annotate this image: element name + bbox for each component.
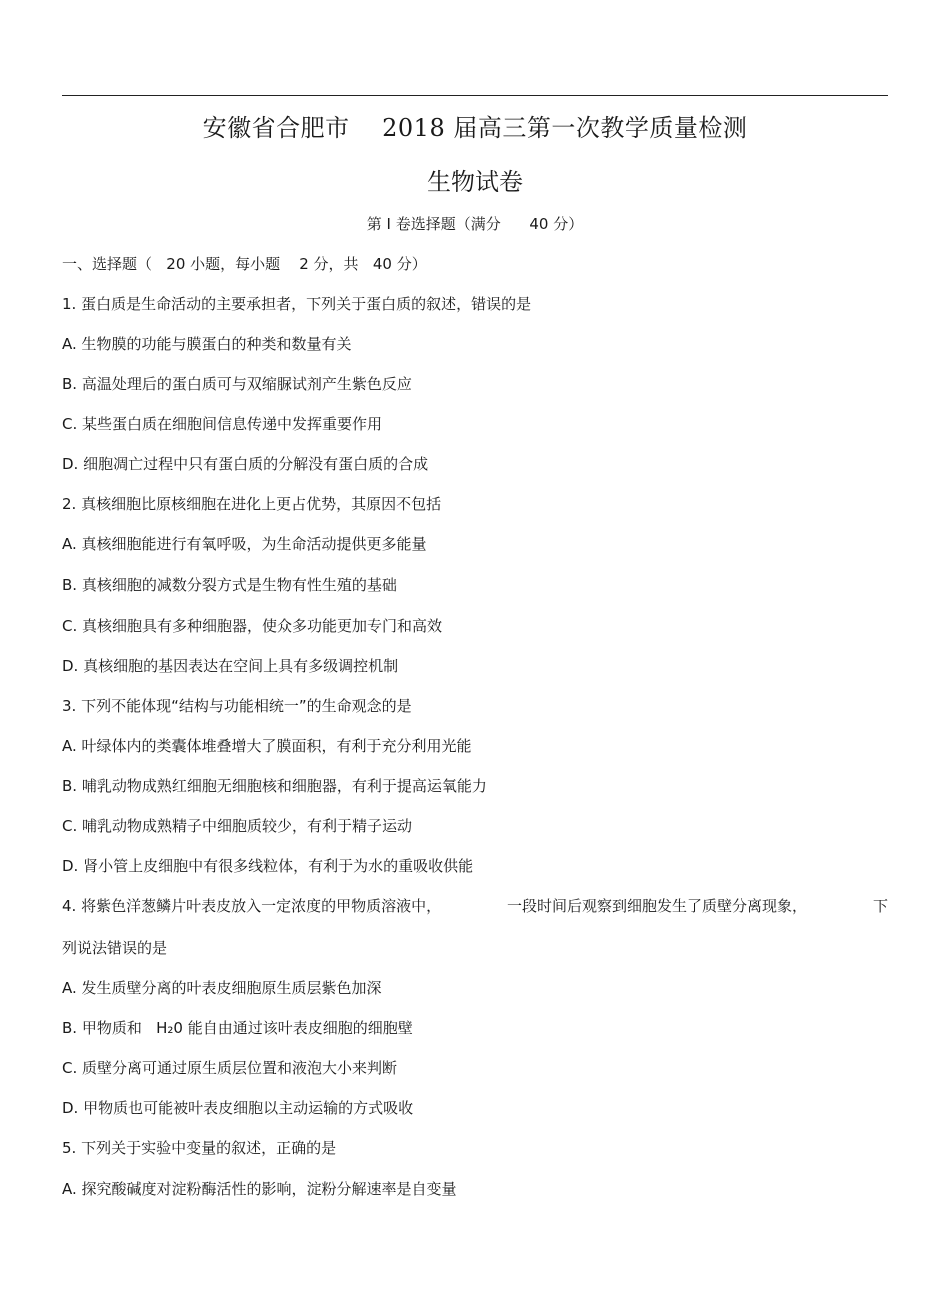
question-3-stem: 3. 下列不能体现“结构与功能相统一”的生命观念的是 [62,697,412,715]
document-subtitle: 生物试卷 [427,168,523,196]
question-4-stem-continued: 列说法错误的是 [62,939,168,957]
question-3-option-c: C. 哺乳动物成熟精子中细胞质较少，有利于精子运动 [62,817,413,835]
question-1-option-a: A. 生物膜的功能与膜蛋白的种类和数量有关 [62,335,352,353]
section-heading: 第 I 卷选择题（满分 40 分） [366,215,584,233]
question-4-option-b: B. 甲物质和 H₂0 能自由通过该叶表皮细胞的细胞壁 [62,1019,413,1037]
question-3-option-b: B. 哺乳动物成熟红细胞无细胞核和细胞器，有利于提高运氧能力 [62,777,487,795]
question-5-option-a: A. 探究酸碱度对淀粉酶活性的影响，淀粉分解速率是自变量 [62,1180,457,1198]
question-4-option-c: C. 质壁分离可通过原生质层位置和液泡大小来判断 [62,1059,398,1077]
header-rule [62,95,888,96]
question-5-stem: 5. 下列关于实验中变量的叙述，正确的是 [62,1139,337,1157]
question-4-stem-part-3: 下 [872,897,888,915]
question-1-option-d: D. 细胞凋亡过程中只有蛋白质的分解没有蛋白质的合成 [62,455,429,473]
question-1-stem: 1. 蛋白质是生命活动的主要承担者，下列关于蛋白质的叙述，错误的是 [62,295,532,313]
question-3-option-a: A. 叶绿体内的类囊体堆叠增大了膜面积，有利于充分利用光能 [62,737,472,755]
question-3-option-d: D. 肾小管上皮细胞中有很多线粒体，有利于为水的重吸收供能 [62,857,474,875]
question-4-stem-part-2: 一段时间后观察到细胞发生了质壁分离现象， [507,897,808,915]
question-4-stem-part-1: 4. 将紫色洋葱鳞片叶表皮放入一定浓度的甲物质溶液中， [62,897,442,915]
part-heading: 一、选择题（ 20 小题，每小题 2 分，共 40 分） [62,255,427,273]
question-4-option-d: D. 甲物质也可能被叶表皮细胞以主动运输的方式吸收 [62,1099,414,1117]
question-2-option-b: B. 真核细胞的减数分裂方式是生物有性生殖的基础 [62,576,397,594]
question-4-option-a: A. 发生质壁分离的叶表皮细胞原生质层紫色加深 [62,979,382,997]
question-1-option-c: C. 某些蛋白质在细胞间信息传递中发挥重要作用 [62,415,383,433]
question-2-option-a: A. 真核细胞能进行有氧呼吸，为生命活动提供更多能量 [62,535,427,553]
question-1-option-b: B. 高温处理后的蛋白质可与双缩脲试剂产生紫色反应 [62,375,412,393]
question-2-stem: 2. 真核细胞比原核细胞在进化上更占优势，其原因不包括 [62,495,442,513]
question-2-option-c: C. 真核细胞具有多种细胞器，使众多功能更加专门和高效 [62,617,443,635]
document-title: 安徽省合肥市 2018 届高三第一次教学质量检测 [202,114,748,142]
question-2-option-d: D. 真核细胞的基因表达在空间上具有多级调控机制 [62,657,399,675]
question-4-stem [62,896,888,916]
